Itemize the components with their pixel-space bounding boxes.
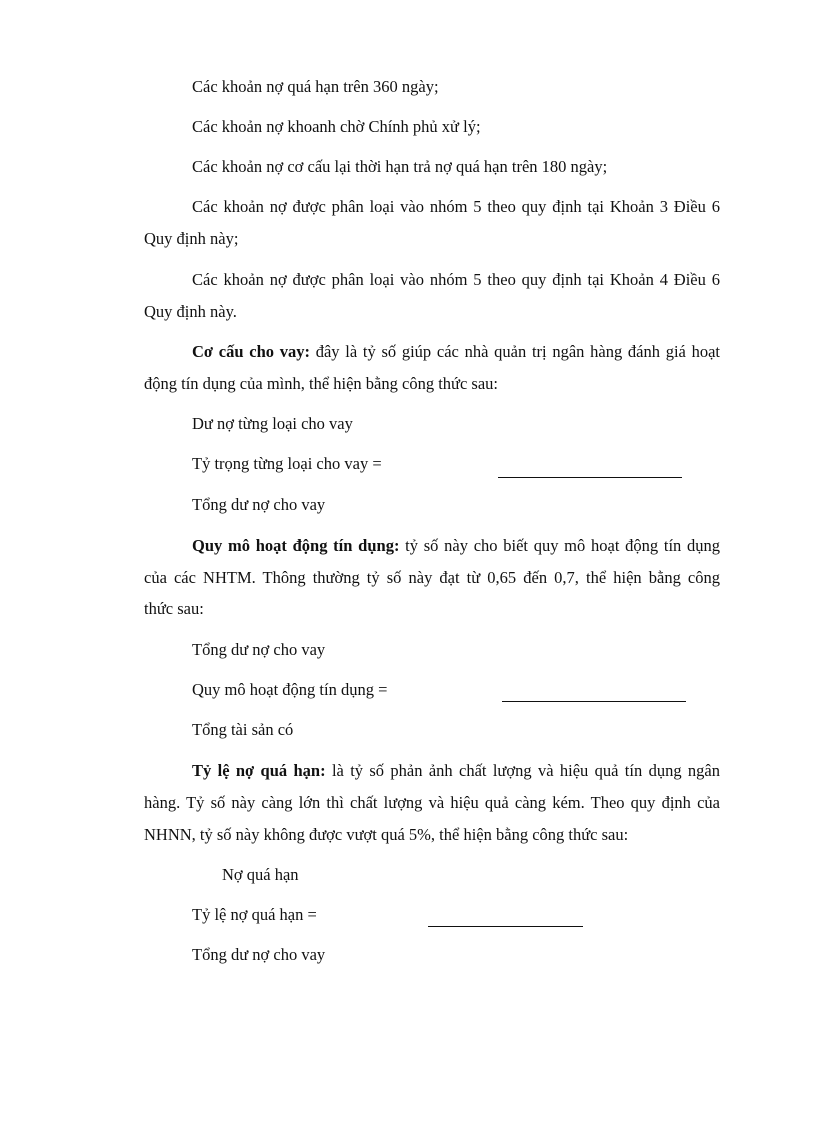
item-overdue-360: Các khoản nợ quá hạn trên 360 ngày; — [192, 77, 439, 96]
item-restructured-180: Các khoản nợ cơ cấu lại thời hạn trả nợ quá hạn trên 180 ngày; — [192, 157, 608, 176]
ty-le-heading: Tỷ lệ nợ quá hạn: — [192, 761, 326, 780]
co-cau-paragraph-line1 — [192, 342, 720, 362]
co-cau-paragraph-line2: động tín dụng của mình, thể hiện bằng công thức sau: — [144, 374, 499, 393]
quy-mo-paragraph-line2: của các NHTM. Thông thường tỷ số này đạt từ 0,65 đến 0,7, thể hiện bằng công — [144, 568, 720, 587]
quy-mo-fraction-bar — [502, 701, 686, 702]
ty-le-formula-numerator: Nợ quá hạn — [222, 865, 299, 884]
co-cau-formula-label: Tỷ trọng từng loại cho vay = — [192, 454, 382, 473]
item-khoan3-line1: Các khoản nợ được phân loại vào nhóm 5 theo quy định tại Khoản 3 Điều 6 — [192, 197, 720, 216]
quy-mo-formula-label: Quy mô hoạt động tín dụng = — [192, 680, 388, 699]
quy-mo-formula-numerator: Tổng dư nợ cho vay — [192, 640, 326, 659]
quy-mo-paragraph-line1 — [192, 536, 720, 556]
item-khoan3-line2: Quy định này; — [144, 229, 239, 248]
ty-le-formula-label: Tỷ lệ nợ quá hạn = — [192, 905, 317, 924]
co-cau-formula-denominator: Tổng dư nợ cho vay — [192, 495, 326, 514]
quy-mo-paragraph-line3: thức sau: — [144, 599, 204, 618]
ty-le-formula-denominator: Tổng dư nợ cho vay — [192, 945, 326, 964]
quy-mo-line1-text: tỷ số này cho biết quy mô hoạt động tín dụng — [399, 536, 720, 555]
co-cau-line1-text: đây là tỷ số giúp các nhà quản trị ngân hàng đánh giá hoạt — [309, 342, 721, 361]
co-cau-formula-numerator: Dư nợ từng loại cho vay — [192, 414, 353, 433]
item-government-frozen: Các khoản nợ khoanh chờ Chính phủ xử lý; — [192, 117, 481, 136]
ty-le-paragraph-line2: hàng. Tỷ số này càng lớn thì chất lượng và hiệu quả càng kém. Theo quy định của — [144, 793, 720, 812]
ty-le-fraction-bar — [428, 926, 583, 927]
ty-le-paragraph-line3: NHNN, tỷ số này không được vượt quá 5%, thể hiện bằng công thức sau: — [144, 825, 629, 844]
ty-le-line1-text: là tỷ số phản ảnh chất lượng và hiệu quả tín dụng ngân — [325, 761, 720, 780]
ty-le-paragraph-line1 — [192, 761, 720, 781]
quy-mo-heading: Quy mô hoạt động tín dụng: — [192, 536, 400, 555]
co-cau-heading: Cơ cấu cho vay: — [192, 342, 310, 361]
item-khoan4-line1: Các khoản nợ được phân loại vào nhóm 5 theo quy định tại Khoản 4 Điều 6 — [192, 270, 720, 289]
quy-mo-formula-denominator: Tổng tài sản có — [192, 720, 294, 739]
item-khoan4-line2: Quy định này. — [144, 302, 237, 321]
co-cau-fraction-bar — [498, 477, 682, 478]
